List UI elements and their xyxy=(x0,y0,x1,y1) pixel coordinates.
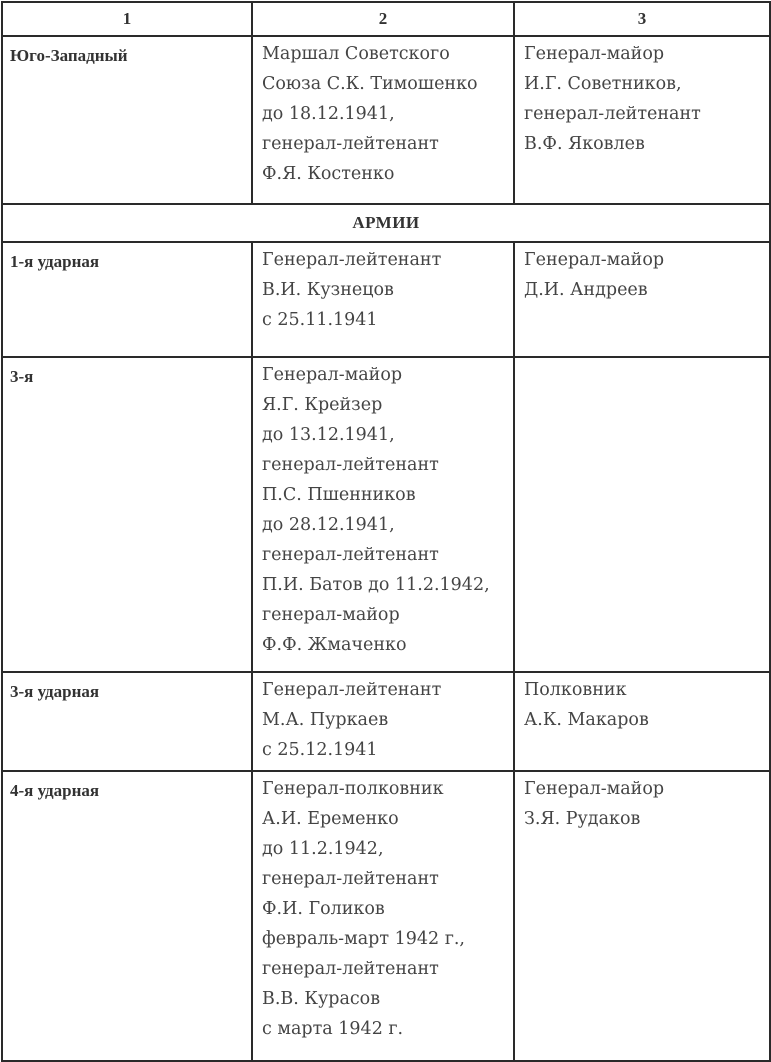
text-line: генерал-лейтенант xyxy=(524,104,701,124)
army-staff-cell xyxy=(514,357,770,672)
text-line: Союза С.К. Тимошенко xyxy=(262,74,478,94)
army-name-cell xyxy=(2,771,252,1061)
text-line: Ф.Я. Костенко xyxy=(262,164,395,184)
header-cell-1: 1 xyxy=(2,2,252,36)
header-cell-3: 3 xyxy=(514,2,770,36)
front-staff xyxy=(515,37,769,159)
text-line: Ф.И. Голиков xyxy=(262,899,385,919)
section-title: АРМИИ xyxy=(2,204,770,242)
army-row xyxy=(2,357,770,672)
text-line: до 28.12.1941, xyxy=(262,515,395,535)
text-line: генерал-лейтенант xyxy=(262,545,439,565)
army-name-cell xyxy=(2,672,252,771)
army-staff-cell xyxy=(514,672,770,771)
header-row xyxy=(2,2,770,36)
text-line: М.А. Пуркаев xyxy=(262,710,389,730)
text-line: П.С. Пшенников xyxy=(262,485,416,505)
army-commanders-cell xyxy=(252,357,514,672)
army-name: 3-я ударная xyxy=(10,682,100,701)
text-line: Маршал Советского xyxy=(262,44,450,64)
army-commanders xyxy=(253,243,513,335)
text-line: февраль-март 1942 г., xyxy=(262,929,465,949)
army-row xyxy=(2,672,770,771)
section-row xyxy=(2,204,770,242)
text-line: В.И. Кузнецов xyxy=(262,280,394,300)
army-row xyxy=(2,771,770,1061)
text-line: с 25.11.1941 xyxy=(262,310,378,330)
text-line: генерал-лейтенант xyxy=(262,134,439,154)
front-row xyxy=(2,36,770,204)
commanders-table xyxy=(1,1,771,1062)
text-line: Генерал-майор xyxy=(524,44,665,64)
text-line: до 13.12.1941, xyxy=(262,425,395,445)
front-staff-cell xyxy=(514,36,770,204)
army-name-cell xyxy=(2,242,252,357)
army-name-cell xyxy=(2,357,252,672)
army-commanders-cell xyxy=(252,771,514,1061)
army-name: 1-я ударная xyxy=(10,252,100,271)
front-name: Юго-Западный xyxy=(10,46,128,65)
text-line: В.Ф. Яковлев xyxy=(524,134,645,154)
text-line: А.К. Макаров xyxy=(524,710,649,730)
army-name: 3-я xyxy=(10,367,34,386)
text-line: генерал-майор xyxy=(262,605,400,625)
front-commanders-cell xyxy=(252,36,514,204)
text-line: Генерал-лейтенант xyxy=(262,250,442,270)
army-row xyxy=(2,242,770,357)
text-line: Полковник xyxy=(524,680,627,700)
text-line: Генерал-майор xyxy=(524,779,665,799)
text-line: Я.Г. Крейзер xyxy=(262,395,383,415)
text-line: с марта 1942 г. xyxy=(262,1019,404,1039)
text-line: Генерал-майор xyxy=(524,250,665,270)
text-line: Ф.Ф. Жмаченко xyxy=(262,635,407,655)
army-staff-cell xyxy=(514,242,770,357)
text-line: Генерал-полковник xyxy=(262,779,444,799)
army-commanders xyxy=(253,673,513,765)
text-line: Генерал-майор xyxy=(262,365,403,385)
text-line: Д.И. Андреев xyxy=(524,280,648,300)
front-commanders xyxy=(253,37,513,189)
army-staff-cell xyxy=(514,771,770,1061)
army-commanders-cell xyxy=(252,242,514,357)
header-cell-2: 2 xyxy=(252,2,514,36)
army-staff xyxy=(515,673,769,735)
text-line: Генерал-лейтенант xyxy=(262,680,442,700)
text-line: А.И. Еременко xyxy=(262,809,399,829)
army-commanders-cell xyxy=(252,672,514,771)
text-line: генерал-лейтенант xyxy=(262,959,439,979)
army-staff xyxy=(515,772,769,834)
text-line: П.И. Батов до 11.2.1942, xyxy=(262,575,490,595)
text-line: до 18.12.1941, xyxy=(262,104,395,124)
document-page xyxy=(1,1,771,1062)
army-name: 4-я ударная xyxy=(10,781,100,800)
text-line: до 11.2.1942, xyxy=(262,839,384,859)
army-commanders xyxy=(253,772,513,1044)
army-staff xyxy=(515,243,769,305)
army-commanders xyxy=(253,358,513,660)
text-line: З.Я. Рудаков xyxy=(524,809,641,829)
text-line: генерал-лейтенант xyxy=(262,455,439,475)
front-name-cell xyxy=(2,36,252,204)
text-line: с 25.12.1941 xyxy=(262,740,378,760)
text-line: генерал-лейтенант xyxy=(262,869,439,889)
text-line: И.Г. Советников, xyxy=(524,74,682,94)
text-line: В.В. Курасов xyxy=(262,989,381,1009)
